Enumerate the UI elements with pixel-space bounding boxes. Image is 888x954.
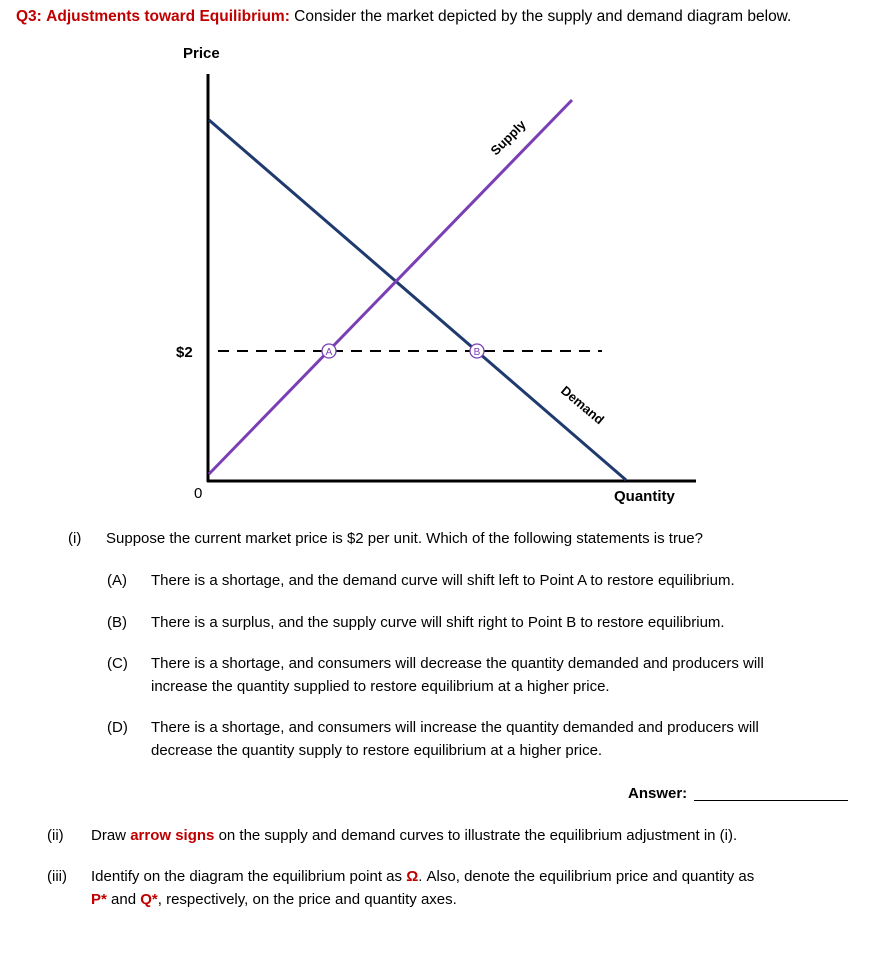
part-iii-line1-post: . Also, denote the equilibrium price and quantity as [418,868,755,885]
part-ii-pre: Draw [91,827,127,844]
supply-curve [209,100,572,474]
x-axis-label: Quantity [614,488,675,505]
point-a-label: A [325,347,333,358]
p-star: P* [91,891,107,908]
option-d-text-line2: decrease the quantity supply to restore equilibrium at a higher price. [151,742,603,759]
option-d-text-line1: There is a shortage, and consumers will increase the quantity demanded and producers will [151,719,759,736]
part-ii-highlight: arrow signs [130,827,215,844]
point-b-label: B [473,347,481,358]
answer-blank[interactable] [694,800,848,801]
price-tick-label: $2 [176,344,193,361]
option-b-text: There is a surplus, and the supply curve will shift right to Point B to restore equilibrium. [151,614,725,631]
omega-symbol: Ω [406,868,419,885]
part-ii-number: (ii) [47,827,64,844]
option-d-letter: (D) [107,719,128,736]
part-ii-post: on the supply and demand curves to illustrate the equilibrium adjustment in (i). [218,827,738,844]
question-number: Q3: [16,8,42,25]
option-b-letter: (B) [107,614,127,631]
option-a-text: There is a shortage, and the demand curve will shift left to Point A to restore equilibrium. [151,572,735,589]
part-iii-line2 [91,891,457,908]
demand-curve [209,120,626,480]
part-i-question: Suppose the current market price is $2 per unit. Which of the following statements is true? [106,530,703,547]
part-i-number: (i) [68,530,82,547]
question-intro: Consider the market depicted by the supply and demand diagram below. [294,8,792,25]
part-iii-line1 [91,868,754,885]
supply-curve-label: Supply [487,116,529,159]
question-topic: Adjustments toward Equilibrium: [46,8,290,25]
option-a-letter: (A) [107,572,127,589]
part-iii-line2-post: , respectively, on the price and quantity axes. [157,891,457,908]
q-star: Q* [140,891,158,908]
answer-label: Answer: [628,785,688,802]
part-iii-number: (iii) [47,868,67,885]
option-c-text-line2: increase the quantity supplied to restore equilibrium at a higher price. [151,678,610,695]
option-c-text-line1: There is a shortage, and consumers will decrease the quantity demanded and producers will [151,655,764,672]
part-iii-and: and [111,891,137,908]
part-iii-line1-pre: Identify on the diagram the equilibrium point as [91,868,403,885]
part-ii-text [91,827,737,844]
y-axis-label: Price [183,45,220,62]
origin-label: 0 [194,485,203,502]
demand-curve-label: Demand [558,382,608,428]
option-c-letter: (C) [107,655,128,672]
